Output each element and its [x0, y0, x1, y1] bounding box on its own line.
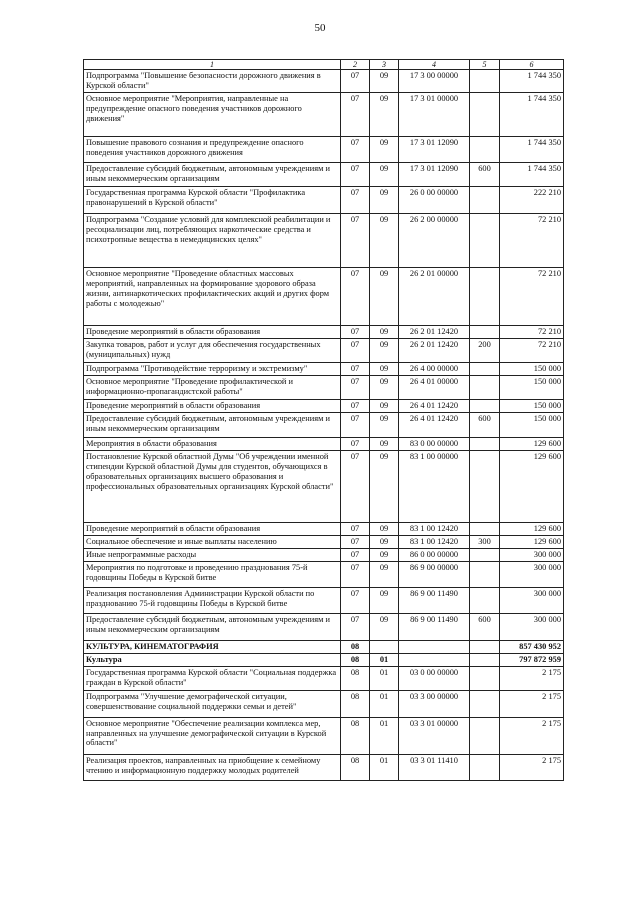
- row-section-code: 08: [341, 653, 370, 666]
- row-amount: 2 175: [500, 717, 564, 754]
- table-row: [84, 376, 564, 400]
- row-name: Социальное обеспечение и иные выплаты населению: [84, 535, 341, 548]
- row-amount: 300 000: [500, 613, 564, 640]
- row-subsection-code: 09: [370, 70, 399, 93]
- row-subsection-code: 01: [370, 754, 399, 780]
- row-expense-type-code: [470, 690, 500, 717]
- row-section-code: 07: [341, 214, 370, 268]
- row-section-code: 07: [341, 376, 370, 400]
- table-row: [84, 666, 564, 690]
- row-name: Основное мероприятие "Обеспечение реализации комплекса мер, направленных на улучшение демографической ситуации в Курской области": [84, 717, 341, 754]
- row-target-article-code: 26 2 01 12420: [399, 326, 470, 339]
- table-row: [84, 690, 564, 717]
- row-expense-type-code: [470, 548, 500, 561]
- row-name: Проведение мероприятий в области образования: [84, 523, 341, 536]
- row-amount: 72 210: [500, 214, 564, 268]
- row-subsection-code: 09: [370, 523, 399, 536]
- row-expense-type-code: 600: [470, 413, 500, 438]
- row-target-article-code: 83 1 00 12420: [399, 535, 470, 548]
- row-subsection-code: 09: [370, 163, 399, 187]
- row-expense-type-code: [470, 326, 500, 339]
- row-target-article-code: 26 4 00 00000: [399, 363, 470, 376]
- row-name: Иные непрограммные расходы: [84, 548, 341, 561]
- row-section-code: 08: [341, 754, 370, 780]
- row-name: Реализация постановления Администрации Курской области по празднованию 75-й годовщины Победы в Курской битве: [84, 587, 341, 613]
- row-subsection-code: 01: [370, 653, 399, 666]
- row-amount: 150 000: [500, 400, 564, 413]
- row-subsection-code: 09: [370, 137, 399, 163]
- row-section-code: 07: [341, 400, 370, 413]
- row-subsection-code: 09: [370, 187, 399, 214]
- row-expense-type-code: [470, 653, 500, 666]
- table-row: [84, 613, 564, 640]
- row-subsection-code: 09: [370, 326, 399, 339]
- row-name: Постановление Курской областной Думы "Об учреждении именной стипендии Курской областной Думы для студентов, обучающихся в образовательных организациях высшего образования и профессиональных образовательных организациях Курской области": [84, 451, 341, 523]
- row-expense-type-code: [470, 70, 500, 93]
- row-section-code: 07: [341, 613, 370, 640]
- row-target-article-code: 26 2 00 00000: [399, 214, 470, 268]
- row-subsection-code: 09: [370, 268, 399, 326]
- header-col-5: 5: [470, 60, 500, 70]
- row-expense-type-code: 200: [470, 339, 500, 363]
- row-target-article-code: 26 0 00 00000: [399, 187, 470, 214]
- row-target-article-code: 83 0 00 00000: [399, 438, 470, 451]
- row-target-article-code: 83 1 00 00000: [399, 451, 470, 523]
- row-expense-type-code: [470, 93, 500, 137]
- page-number: 50: [314, 22, 326, 34]
- row-target-article-code: 26 4 01 12420: [399, 413, 470, 438]
- row-target-article-code: 86 9 00 00000: [399, 561, 470, 587]
- row-expense-type-code: [470, 438, 500, 451]
- row-target-article-code: 86 9 00 11490: [399, 613, 470, 640]
- row-expense-type-code: [470, 640, 500, 653]
- row-subsection-code: 09: [370, 376, 399, 400]
- row-section-code: 07: [341, 339, 370, 363]
- row-target-article-code: 86 0 00 00000: [399, 548, 470, 561]
- row-name: Проведение мероприятий в области образования: [84, 326, 341, 339]
- table-row: [84, 363, 564, 376]
- row-name: Основное мероприятие "Мероприятия, направленные на предупреждение опасного поведения участников дорожного движения": [84, 93, 341, 137]
- row-name: Реализация проектов, направленных на приобщение к семейному чтению и информационную поддержку молодых родителей: [84, 754, 341, 780]
- table-row: [84, 587, 564, 613]
- row-section-code: 07: [341, 587, 370, 613]
- row-name: Основное мероприятие "Проведение областных массовых мероприятий, направленных на формирование здорового образа жизни, антинаркотических профилактических акций и других форм работы с молодежью": [84, 268, 341, 326]
- row-name: Государственная программа Курской области "Социальная поддержка граждан в Курской области": [84, 666, 341, 690]
- row-section-code: 08: [341, 717, 370, 754]
- row-subsection-code: 09: [370, 535, 399, 548]
- table-row: [84, 451, 564, 523]
- row-section-code: 08: [341, 690, 370, 717]
- row-subsection-code: 09: [370, 214, 399, 268]
- row-target-article-code: 17 3 01 00000: [399, 93, 470, 137]
- row-subsection-code: 09: [370, 413, 399, 438]
- row-expense-type-code: [470, 523, 500, 536]
- row-amount: 300 000: [500, 561, 564, 587]
- row-subsection-code: 09: [370, 587, 399, 613]
- table-row: [84, 438, 564, 451]
- row-amount: 150 000: [500, 376, 564, 400]
- row-subsection-code: 01: [370, 666, 399, 690]
- row-section-code: 08: [341, 666, 370, 690]
- row-subsection-code: 09: [370, 561, 399, 587]
- row-expense-type-code: [470, 717, 500, 754]
- row-amount: 72 210: [500, 268, 564, 326]
- row-subsection-code: 09: [370, 93, 399, 137]
- table-row: [84, 400, 564, 413]
- table-row: [84, 214, 564, 268]
- row-section-code: 07: [341, 163, 370, 187]
- row-section-code: 07: [341, 326, 370, 339]
- row-amount: 857 430 952: [500, 640, 564, 653]
- row-amount: 150 000: [500, 363, 564, 376]
- row-section-code: 07: [341, 523, 370, 536]
- row-amount: 797 872 959: [500, 653, 564, 666]
- row-amount: 129 600: [500, 535, 564, 548]
- row-name: Государственная программа Курской области "Профилактика правонарушений в Курской области": [84, 187, 341, 214]
- row-expense-type-code: [470, 376, 500, 400]
- row-target-article-code: 17 3 01 12090: [399, 137, 470, 163]
- row-expense-type-code: [470, 561, 500, 587]
- row-expense-type-code: [470, 666, 500, 690]
- row-section-code: 07: [341, 535, 370, 548]
- table-header-row: [84, 60, 564, 70]
- row-target-article-code: 17 3 00 00000: [399, 70, 470, 93]
- table-row: [84, 413, 564, 438]
- row-amount: 150 000: [500, 413, 564, 438]
- row-name: КУЛЬТУРА, КИНЕМАТОГРАФИЯ: [84, 640, 341, 653]
- row-amount: 2 175: [500, 754, 564, 780]
- row-amount: 300 000: [500, 587, 564, 613]
- table-row: [84, 93, 564, 137]
- row-section-code: 07: [341, 70, 370, 93]
- row-name: Мероприятия в области образования: [84, 438, 341, 451]
- row-name: Повышение правового сознания и предупреждение опасного поведения участников дорожного движения: [84, 137, 341, 163]
- row-name: Мероприятия по подготовке и проведению празднования 75-й годовщины Победы в Курской битве: [84, 561, 341, 587]
- table-row: [84, 187, 564, 214]
- header-col-3: 3: [370, 60, 399, 70]
- row-target-article-code: 26 2 01 12420: [399, 339, 470, 363]
- row-expense-type-code: [470, 451, 500, 523]
- row-subsection-code: 01: [370, 690, 399, 717]
- table-row: [84, 640, 564, 653]
- row-section-code: 07: [341, 363, 370, 376]
- row-section-code: 07: [341, 93, 370, 137]
- row-name: Предоставление субсидий бюджетным, автономным учреждениям и иным некоммерческим организациям: [84, 613, 341, 640]
- row-target-article-code: 03 3 01 11410: [399, 754, 470, 780]
- row-target-article-code: 03 3 01 00000: [399, 717, 470, 754]
- row-section-code: 07: [341, 561, 370, 587]
- row-amount: 1 744 350: [500, 163, 564, 187]
- header-col-2: 2: [341, 60, 370, 70]
- row-target-article-code: 17 3 01 12090: [399, 163, 470, 187]
- row-name: Предоставление субсидий бюджетным, автономным учреждениям и иным некоммерческим организациям: [84, 163, 341, 187]
- table-row: [84, 561, 564, 587]
- table-row: [84, 137, 564, 163]
- row-subsection-code: 01: [370, 717, 399, 754]
- row-amount: 2 175: [500, 666, 564, 690]
- budget-table: [83, 59, 564, 781]
- row-subsection-code: 09: [370, 451, 399, 523]
- header-col-1: 1: [84, 60, 341, 70]
- row-name: Основное мероприятие "Проведение профилактической и информационно-пропагандистской работы": [84, 376, 341, 400]
- table-row: [84, 70, 564, 93]
- row-expense-type-code: [470, 214, 500, 268]
- table-row: [84, 717, 564, 754]
- row-name: Предоставление субсидий бюджетным, автономным учреждениям и иным некоммерческим организациям: [84, 413, 341, 438]
- row-amount: 1 744 350: [500, 137, 564, 163]
- row-expense-type-code: 600: [470, 613, 500, 640]
- header-col-6: 6: [500, 60, 564, 70]
- row-section-code: 07: [341, 438, 370, 451]
- row-expense-type-code: [470, 587, 500, 613]
- row-amount: 129 600: [500, 451, 564, 523]
- row-expense-type-code: [470, 400, 500, 413]
- table-row: [84, 326, 564, 339]
- table-row: [84, 339, 564, 363]
- row-amount: 129 600: [500, 438, 564, 451]
- row-amount: 300 000: [500, 548, 564, 561]
- table-row: [84, 268, 564, 326]
- row-subsection-code: [370, 640, 399, 653]
- row-subsection-code: 09: [370, 548, 399, 561]
- row-expense-type-code: [470, 363, 500, 376]
- header-col-4: 4: [399, 60, 470, 70]
- row-target-article-code: 26 4 01 00000: [399, 376, 470, 400]
- row-expense-type-code: [470, 268, 500, 326]
- row-section-code: 07: [341, 451, 370, 523]
- row-target-article-code: [399, 640, 470, 653]
- row-name: Подпрограмма "Улучшение демографической ситуации, совершенствование социальной поддержки семьи и детей": [84, 690, 341, 717]
- row-amount: 1 744 350: [500, 93, 564, 137]
- row-target-article-code: 03 0 00 00000: [399, 666, 470, 690]
- row-expense-type-code: 600: [470, 163, 500, 187]
- row-target-article-code: 03 3 00 00000: [399, 690, 470, 717]
- row-target-article-code: 86 9 00 11490: [399, 587, 470, 613]
- row-amount: 129 600: [500, 523, 564, 536]
- row-name: Подпрограмма "Повышение безопасности дорожного движения в Курской области": [84, 70, 341, 93]
- row-subsection-code: 09: [370, 438, 399, 451]
- row-subsection-code: 09: [370, 339, 399, 363]
- row-amount: 72 210: [500, 339, 564, 363]
- row-section-code: 07: [341, 268, 370, 326]
- table-row: [84, 653, 564, 666]
- row-name: Закупка товаров, работ и услуг для обеспечения государственных (муниципальных) нужд: [84, 339, 341, 363]
- row-amount: 222 210: [500, 187, 564, 214]
- table-row: [84, 523, 564, 536]
- table-row: [84, 163, 564, 187]
- row-name: Проведение мероприятий в области образования: [84, 400, 341, 413]
- row-section-code: 07: [341, 137, 370, 163]
- row-amount: 72 210: [500, 326, 564, 339]
- table-row: [84, 535, 564, 548]
- table-row: [84, 754, 564, 780]
- row-amount: 1 744 350: [500, 70, 564, 93]
- row-subsection-code: 09: [370, 613, 399, 640]
- row-name: Подпрограмма "Создание условий для комплексной реабилитации и ресоциализации лиц, потребляющих наркотические средства и психотропные вещества в немедицинских целях": [84, 214, 341, 268]
- row-section-code: 07: [341, 187, 370, 214]
- row-name: Культура: [84, 653, 341, 666]
- row-section-code: 08: [341, 640, 370, 653]
- row-subsection-code: 09: [370, 400, 399, 413]
- table-row: [84, 548, 564, 561]
- row-target-article-code: [399, 653, 470, 666]
- row-section-code: 07: [341, 548, 370, 561]
- row-expense-type-code: 300: [470, 535, 500, 548]
- row-expense-type-code: [470, 754, 500, 780]
- row-expense-type-code: [470, 137, 500, 163]
- row-target-article-code: 83 1 00 12420: [399, 523, 470, 536]
- row-subsection-code: 09: [370, 363, 399, 376]
- row-name: Подпрограмма "Противодействие терроризму и экстремизму": [84, 363, 341, 376]
- row-target-article-code: 26 4 01 12420: [399, 400, 470, 413]
- row-target-article-code: 26 2 01 00000: [399, 268, 470, 326]
- row-section-code: 07: [341, 413, 370, 438]
- row-amount: 2 175: [500, 690, 564, 717]
- row-expense-type-code: [470, 187, 500, 214]
